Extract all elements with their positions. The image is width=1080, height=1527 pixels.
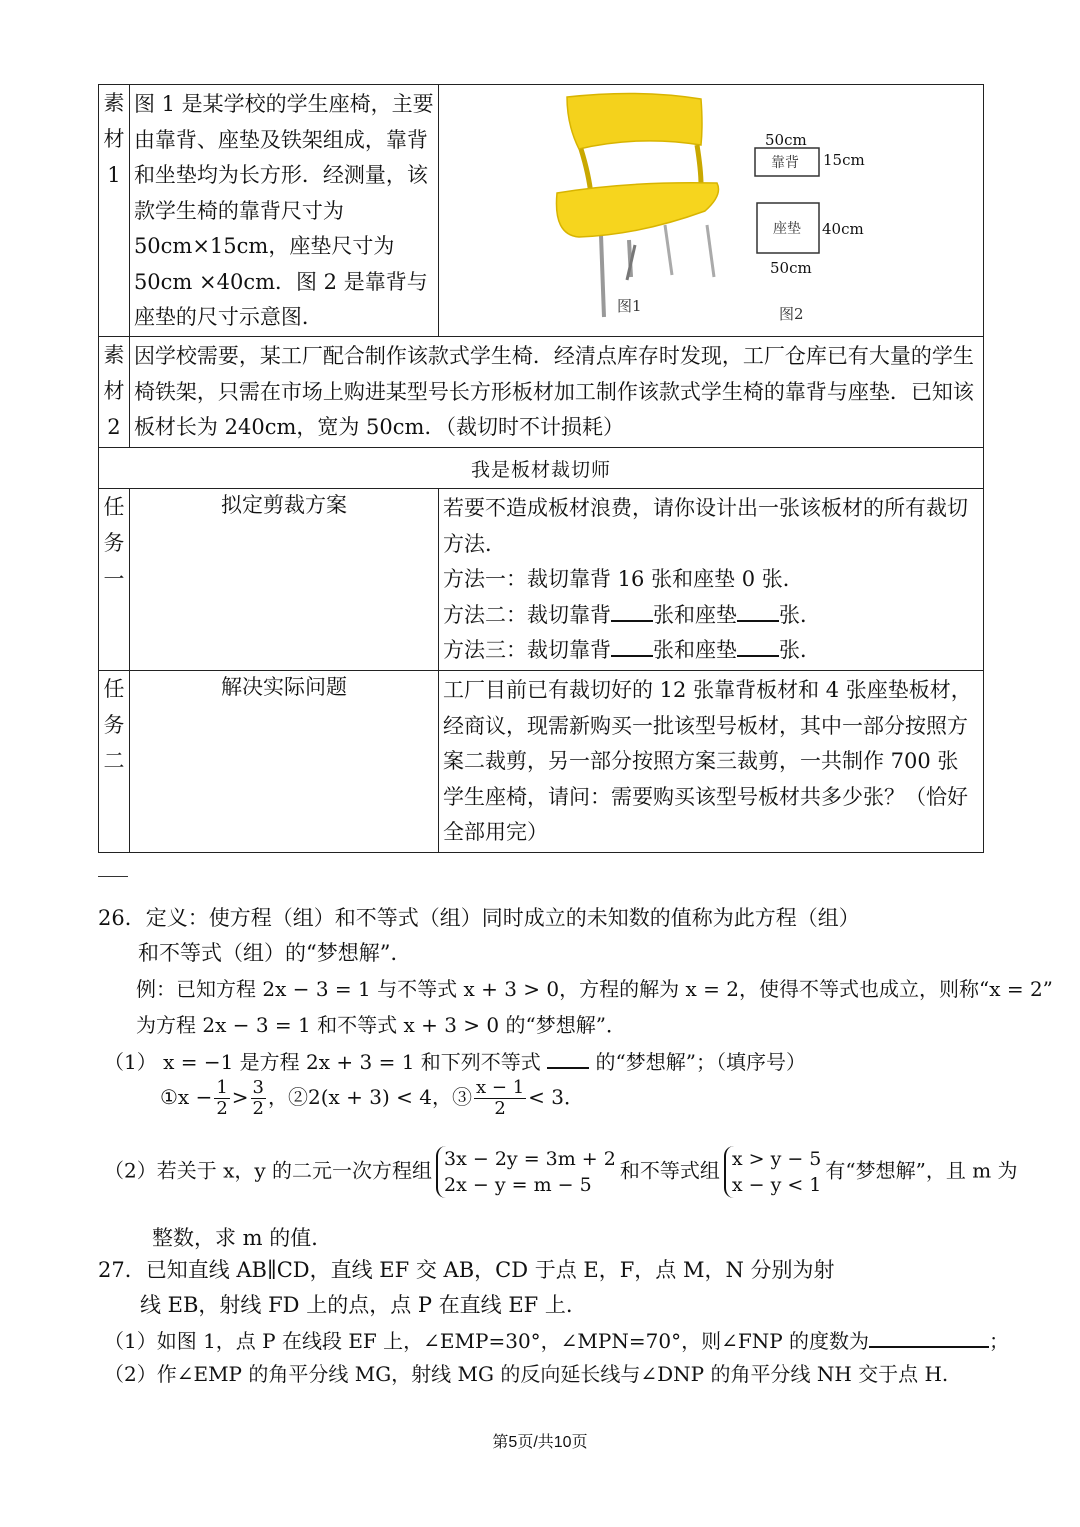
task1-method1: 方法一：裁切靠背 16 张和座垫 0 张． <box>443 567 804 591</box>
task1-content <box>439 489 984 671</box>
chair-seat-icon <box>556 183 718 237</box>
q26-example: 例：已知方程 2x − 3 = 1 与不等式 x + 3 > 0，方程的解为 x = 2，使得不等式也成立，则称“x = 2” <box>136 977 1053 1001</box>
answer-blank[interactable] <box>611 633 653 657</box>
inequality-system: x > y − 5 x − y < 1 <box>724 1146 822 1198</box>
material2-cell <box>129 337 983 448</box>
answer-blank[interactable] <box>547 1045 589 1069</box>
page-footer: 第5页/共10页 <box>492 1434 588 1451</box>
task2-content <box>439 671 984 853</box>
separator <box>98 876 128 877</box>
task2-label: 任务二 <box>99 671 130 853</box>
backrest-label: 靠背 <box>771 155 799 171</box>
fig1-caption: 图1 <box>617 297 642 315</box>
back-width-label: 50cm <box>765 131 807 149</box>
task1-method3: 方法三：裁切靠背 张和座垫 张． <box>443 633 979 669</box>
task2-text: 工厂目前已有裁切好的 12 张靠背板材和 4 张座垫板材，经商议，现需新购买一批该型号板材，其中一部分按照方案二裁剪，另一部分按照方案三裁剪，一共制作 700 张学生座椅，请问：需要购买该型号板材共多少张？（恰好全部用完） <box>443 678 972 844</box>
q26-part1: （1） x = −1 是方程 2x + 3 = 1 和下列不等式 的“梦想解”；（填序号） <box>104 1045 806 1075</box>
task1-title: 拟定剪裁方案 <box>129 489 438 671</box>
material1-label: 素材1 <box>99 85 130 337</box>
answer-blank[interactable] <box>737 598 779 622</box>
q27-part2: （2）作∠EMP 的角平分线 MG，射线 MG 的反向延长线与∠DNP 的角平分线 NH 交于点 H. <box>104 1362 949 1386</box>
material2-label: 素材2 <box>99 337 130 448</box>
section-heading: 我是板材裁切师 <box>99 448 984 489</box>
material1-text-cell <box>129 85 438 337</box>
chair-back-icon <box>567 93 702 149</box>
q26-line2: 和不等式（组）的“梦想解”． <box>138 941 412 965</box>
equation-system: 3x − 2y = 3m + 2 2x − y = m − 5 <box>436 1146 616 1198</box>
q26-example-cont: 为方程 2x − 3 = 1 和不等式 x + 3 > 0 的“梦想解”． <box>136 1013 626 1037</box>
answer-blank[interactable] <box>737 633 779 657</box>
answer-blank[interactable] <box>611 598 653 622</box>
seat-label: 座垫 <box>773 221 801 237</box>
seat-height-label: 40cm <box>822 220 864 238</box>
q27-part1: （1）如图 1，点 P 在线段 EF 上，∠EMP=30°，∠MPN=70°，则∠FNP 的度数为 ； <box>104 1324 1009 1354</box>
task2-title: 解决实际问题 <box>129 671 438 853</box>
q26-line1: 26．定义：使方程（组）和不等式（组）同时成立的未知数的值称为此方程（组） <box>98 906 860 930</box>
material2-text: 因学校需要，某工厂配合制作该款式学生椅．经清点库存时发现，工厂仓库已有大量的学生椅铁架，只需在市场上购进某型号长方形板材加工制作该款式学生椅的靠背与座垫．已知该板材长为 240cm，宽为 50cm．（裁切时不计损耗） <box>133 344 974 439</box>
q26-part2-cont: 整数，求 m 的值． <box>152 1226 333 1250</box>
material1-text: 图 1 是某学校的学生座椅，主要由靠背、座垫及铁架组成，靠背和坐垫均为长方形．经测量，该款学生椅的靠背尺寸为 50cm×15cm，座垫尺寸为 50cm ×40cm．图 2 是靠背与座垫的尺寸示意图． <box>133 92 434 329</box>
task1-label: 任务一 <box>99 489 130 671</box>
q26-part2: （2）若关于 x，y 的二元一次方程组 3x − 2y = 3m + 2 2x − y = m − 5 和不等式组 x > y − 5 x − y < 1 有“梦想解”，且 m 为 <box>104 1148 1018 1196</box>
task1-intro: 若要不造成板材浪费，请你设计出一张该板材的所有裁切方法． <box>443 496 968 556</box>
material1-figures-cell <box>439 85 984 337</box>
back-height-label: 15cm <box>823 151 865 169</box>
materials-table <box>98 84 984 853</box>
seat-width-label: 50cm <box>770 259 812 277</box>
chair-figure <box>439 85 983 335</box>
q27-line2: 线 EB，射线 FD 上的点，点 P 在直线 EF 上. <box>140 1293 573 1317</box>
answer-blank[interactable] <box>869 1324 989 1348</box>
q26-options: ①x − $\frac{1}{2}$ > $\frac{3}{2}$ ，②2(x + 3) < 4，③ $\frac{x - 1}{2}$ < 3． <box>160 1077 584 1119</box>
q27-line1: 27．已知直线 AB∥CD，直线 EF 交 AB，CD 于点 E，F，点 M，N 分别为射 <box>98 1258 835 1282</box>
fig2-caption: 图2 <box>779 305 804 323</box>
task1-method2: 方法二：裁切靠背 张和座垫 张． <box>443 598 979 634</box>
